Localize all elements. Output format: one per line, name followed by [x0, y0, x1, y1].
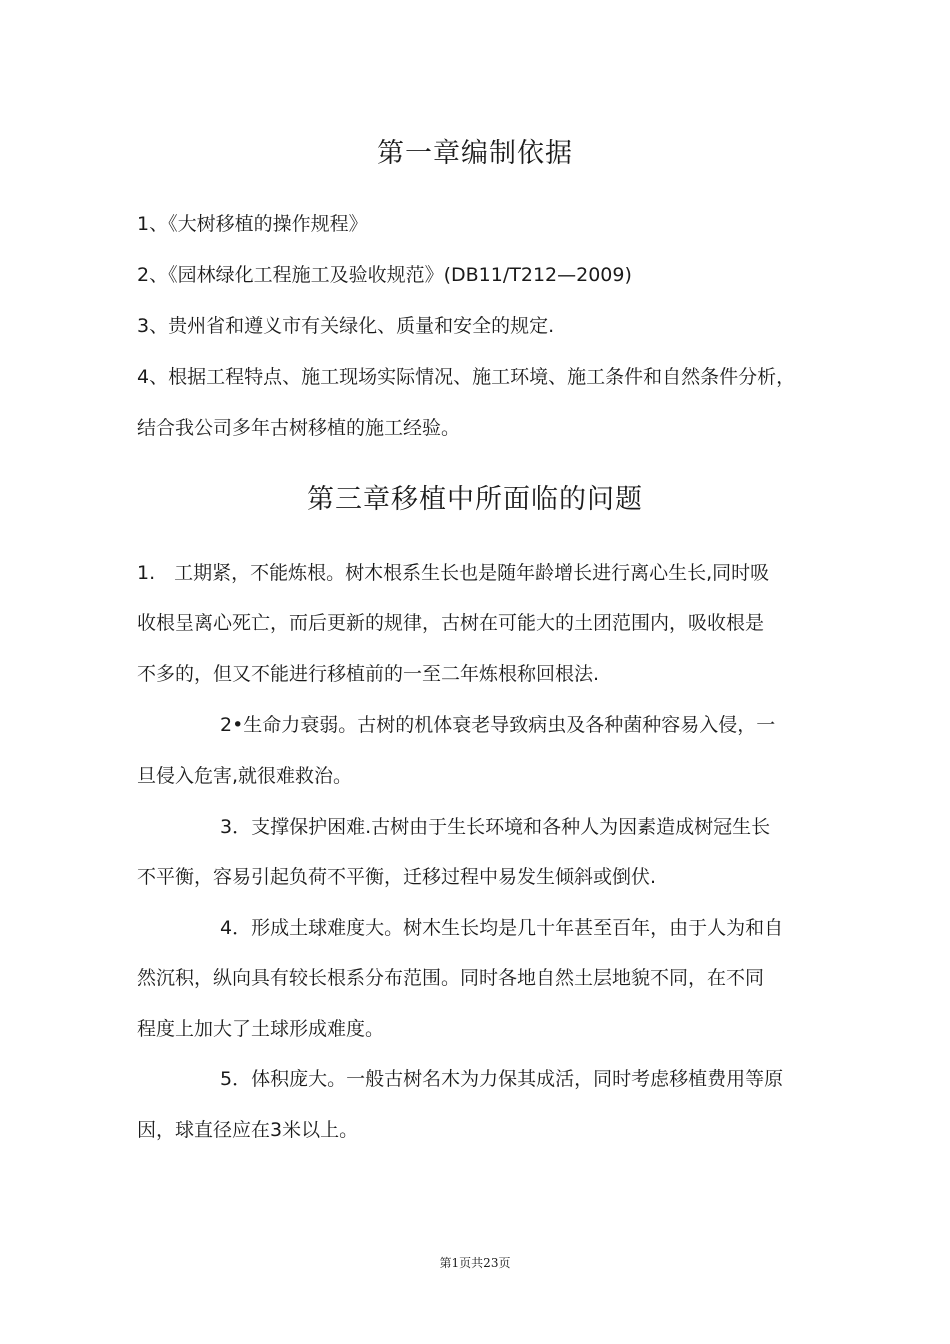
problem-1-line-1: 1. 工期紧，不能炼根。树木根系生长也是随年龄增长进行离心生长,同时吸 [137, 562, 770, 584]
basis-item-4: 4、根据工程特点、施工现场实际情况、施工环境、施工条件和自然条件分析， [137, 366, 796, 388]
problem-4-line-3: 程度上加大了土球形成难度。 [137, 1018, 385, 1040]
page-number-footer: 第1页共23页 [439, 1256, 511, 1270]
chapter-1-title: 第一章编制依据 [377, 138, 573, 169]
problem-5-line-1: 5．体积庞大。一般古树名木为力保其成活，同时考虑移植费用等原 [220, 1068, 784, 1090]
problem-3-line-1: 3．支撑保护困难.古树由于生长环境和各种人为因素造成树冠生长 [220, 816, 771, 838]
problem-4-line-2: 然沉积，纵向具有较长根系分布范围。同时各地自然土层地貌不同，在不同 [137, 967, 765, 989]
problem-3-line-2: 不平衡，容易引起负荷不平衡，迁移过程中易发生倾斜或倒伏. [137, 866, 657, 888]
problem-1-line-3: 不多的，但又不能进行移植前的一至二年炼根称回根法. [137, 663, 600, 685]
basis-item-1: 1、《大树移植的操作规程》 [137, 213, 368, 235]
basis-item-3: 3、贵州省和遵义市有关绿化、质量和安全的规定. [137, 315, 555, 337]
problem-5-line-2: 因，球直径应在3米以上。 [137, 1119, 359, 1141]
basis-item-2: 2、《园林绿化工程施工及验收规范》(DB11/T212—2009) [137, 264, 632, 286]
problem-4-line-1: 4．形成土球难度大。树木生长均是几十年甚至百年，由于人为和自 [220, 917, 784, 939]
problem-2-line-1: 2•生命力衰弱。古树的机体衰老导致病虫及各种菌种容易入侵，一 [220, 714, 776, 736]
basis-item-4-cont: 结合我公司多年古树移植的施工经验。 [137, 417, 461, 439]
chapter-3-title: 第三章移植中所面临的问题 [307, 484, 643, 515]
problem-1-line-2: 收根呈离心死亡，而后更新的规律，古树在可能大的土团范围内，吸收根是 [137, 612, 765, 634]
problem-2-line-2: 旦侵入危害,就很难救治。 [137, 765, 353, 787]
